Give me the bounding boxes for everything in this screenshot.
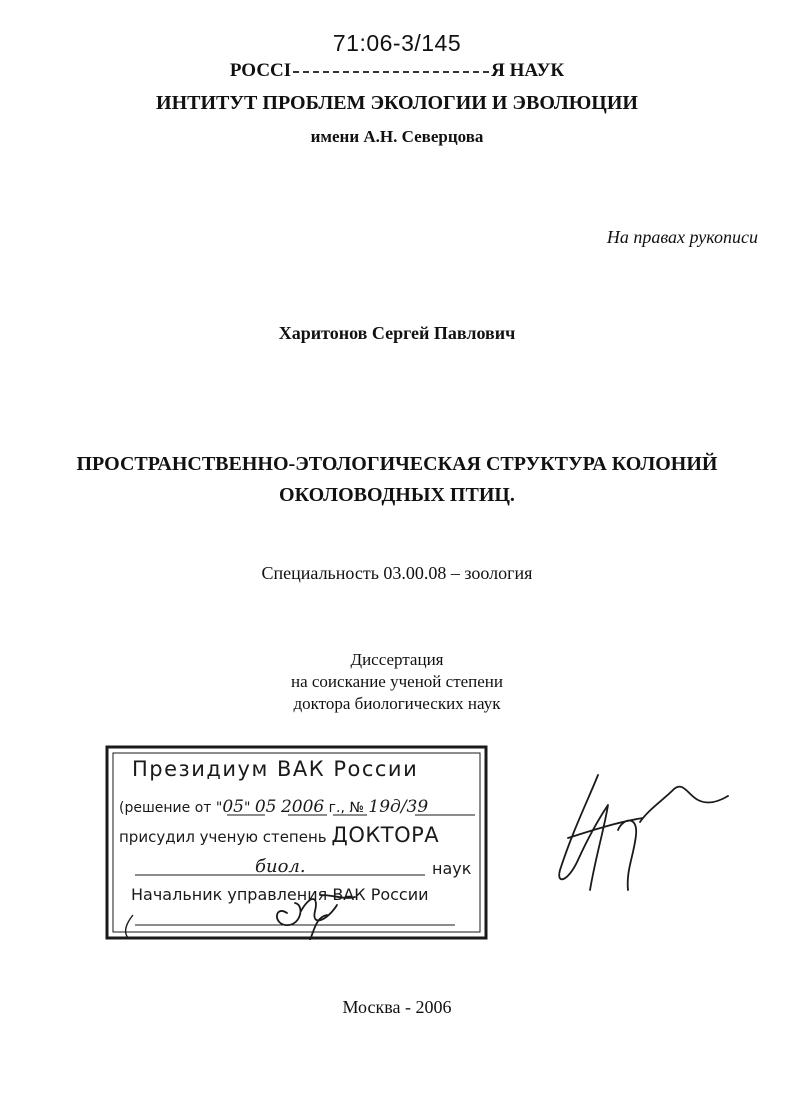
thesis-title-line-1: ПРОСТРАНСТВЕННО-ЭТОЛОГИЧЕСКАЯ СТРУКТУРА КОЛОНИЙ (76, 453, 718, 475)
stamp-chief: Начальник управления ВАК России (131, 885, 429, 904)
stamp-heading: Президиум ВАК России (132, 757, 419, 781)
decision-month: 05 (254, 797, 277, 817)
dissertation-line-3: доктора биологических наук (293, 694, 501, 713)
institute-name: ИНТИТУТ ПРОБЛЕМ ЭКОЛОГИИ И ЭВОЛЮЦИИ (156, 92, 638, 114)
institute-named-after: имени А.Н. Северцова (310, 127, 484, 146)
decision-number: 19д/39 (368, 797, 429, 817)
dissertation-line-2: на соискание ученой степени (290, 672, 504, 691)
decision-suffix: г., № (328, 800, 364, 816)
decision-year: 2006 (280, 797, 325, 817)
academy-name (0, 60, 794, 82)
awarded-prefix: присудил ученую степень (119, 828, 327, 846)
academy-name-left: РОССІ (229, 60, 292, 81)
dissertation-line-1: Диссертация (350, 650, 444, 669)
manuscript-rights: На правах рукописи (606, 227, 758, 247)
specialty: Специальность 03.00.08 – зоология (261, 563, 533, 583)
stamp-awarded (119, 823, 439, 847)
author-signature (548, 760, 748, 900)
author-name: Харитонов Сергей Павлович (278, 323, 516, 343)
awarded-degree: ДОКТОРА (331, 823, 440, 847)
vak-stamp (105, 745, 488, 940)
stamp-field-handwritten: биол. (255, 856, 306, 877)
catalog-number: 71:06-3/145 (332, 30, 462, 56)
academy-name-right: Я НАУК (491, 60, 565, 81)
thesis-title-line-2: ОКОЛОВОДНЫХ ПТИЦ. (279, 484, 515, 506)
redacted-strip (293, 59, 489, 73)
stamp-sciences: наук (432, 859, 472, 878)
decision-mid: " (243, 800, 251, 816)
decision-prefix: (решение от " (119, 800, 223, 816)
city-year: Москва - 2006 (342, 997, 452, 1017)
decision-day: 05 (222, 797, 244, 817)
stamp-decision (119, 797, 428, 817)
